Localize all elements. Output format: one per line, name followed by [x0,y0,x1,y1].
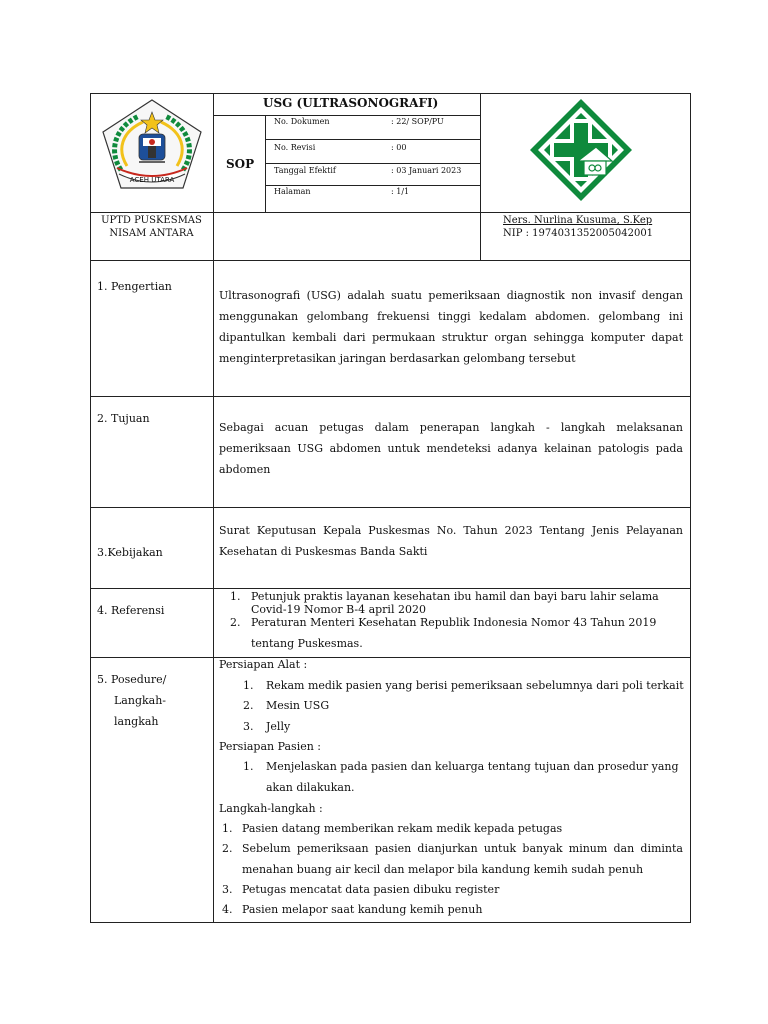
border-col-right-header [480,93,481,261]
langkah-item-2-num: 2. [222,842,233,855]
section-label-kebijakan: 3.Kebijakan [97,546,163,559]
border-col1 [213,93,214,923]
langkah-item-1-text: Pasien datang memberikan rekam medik kepada petugas [242,822,563,835]
pasien-item-1-line1: Menjelaskan pada pasien dan keluarga tentang tujuan dan prosedur yang [266,760,679,773]
border-row2 [90,396,690,397]
langkah-item-2-line2: menahan buang air kecil dan melapor bila kandung kemih sudah penuh [242,863,644,876]
border-bottom [90,922,690,923]
referensi-item-2-line1: Peraturan Menteri Kesehatan Republik Indonesia Nomor 43 Tahun 2019 [251,616,657,629]
org-name-line1: UPTD PUSKESMAS [101,215,202,226]
langkah-item-3-text: Petugas mencatat data pasien dibuku register [242,883,500,896]
langkah-item-3-num: 3. [222,883,233,896]
pasien-item-1-num: 1. [243,760,254,773]
section-text-pengertian: Ultrasonografi (USG) adalah suatu pemeriksaan diagnostik non invasif dengan menggunakan gelombang frekuensi tinggi kedalam abdomen. gelombang ini dipantulkan kembali dari permukaan struktur organ sehingga komputer dapat menginterpretasikan jaringan berdasarkan gelombang tersebut [219,289,683,365]
field-value-no-revisi: : 00 [391,143,407,152]
signer-nip: NIP : 1974031352005042001 [503,228,654,239]
langkah-item-4-text: Pasien melapor saat kandung kemih penuh [242,903,483,916]
section-label-referensi: 4. Referensi [97,604,165,617]
border-header-bottom [90,212,690,213]
border-top [90,93,690,94]
section-label-prosedur-3: langkah [114,715,159,728]
section-label-tujuan: 2. Tujuan [97,412,150,425]
referensi-item-1-line2: Covid-19 Nomor B-4 april 2020 [251,603,426,616]
section-label-prosedur-2: Langkah- [114,694,167,707]
langkah-item-2-line1: Sebelum pemeriksaan pasien dianjurkan untuk banyak minum dan diminta [242,842,683,855]
org-name-line2: NISAM ANTARA [109,228,194,239]
signer-name: Ners. Nurlina Kusuma, S.Kep [503,215,653,226]
border-row4 [90,588,690,589]
border-title-bottom [213,115,480,116]
border-field3 [265,185,480,186]
heading-persiapan-pasien: Persiapan Pasien : [219,740,322,753]
document-title: USG (ULTRASONOGRAFI) [263,96,439,110]
langkah-item-4-num: 4. [222,903,233,916]
field-label-halaman: Halaman [274,187,311,196]
field-label-no-dokumen: No. Dokumen [274,117,330,126]
alat-item-1-text: Rekam medik pasien yang berisi pemeriksaan sebelumnya dari poli terkait [266,679,684,692]
section-label-pengertian: 1. Pengertian [97,280,172,293]
field-label-no-revisi: No. Revisi [274,143,316,152]
section-label-prosedur-1: 5. Posedure/ [97,673,167,686]
referensi-item-1-line1: Petunjuk praktis layanan kesehatan ibu hamil dan bayi baru lahir selama [251,590,659,603]
heading-persiapan-alat: Persiapan Alat : [219,658,308,671]
referensi-item-1-num: 1. [230,590,241,603]
alat-item-2-text: Mesin USG [266,699,330,712]
border-row1 [90,260,690,261]
border-field1 [265,139,480,140]
aceh-utara-emblem-icon [99,98,205,192]
field-value-tanggal-efektif: : 03 Januari 2023 [391,166,462,175]
border-row5 [90,657,690,658]
alat-item-3-text: Jelly [266,720,291,733]
border-right [690,93,691,923]
heading-langkah: Langkah-langkah : [219,802,323,815]
alat-item-2-num: 2. [243,699,254,712]
emblem-banner-text: ACEH UTARA [129,176,175,184]
referensi-item-2-num: 2. [230,616,241,629]
section-text-tujuan: Sebagai acuan petugas dalam penerapan langkah - langkah melaksanan pemeriksaan USG abdomen untuk mendeteksi adanya kelainan patologis pada abdomen [219,421,683,476]
field-label-tanggal-efektif: Tanggal Efektif [274,166,336,175]
puskesmas-logo-icon [528,97,634,203]
pasien-item-1-line2: akan dilakukan. [266,781,355,794]
field-value-no-dokumen: : 22/ SOP/PU [391,117,444,126]
langkah-item-1-num: 1. [222,822,233,835]
referensi-item-2-line2: tentang Puskesmas. [251,637,363,650]
sop-label: SOP [226,157,255,171]
alat-item-1-num: 1. [243,679,254,692]
section-text-kebijakan: Surat Keputusan Kepala Puskesmas No. Tahun 2023 Tentang Jenis Pelayanan Kesehatan di Puskesmas Banda Sakti [219,524,683,558]
alat-item-3-num: 3. [243,720,254,733]
field-value-halaman: : 1/1 [391,187,410,196]
border-field2 [265,163,480,164]
border-row3 [90,507,690,508]
